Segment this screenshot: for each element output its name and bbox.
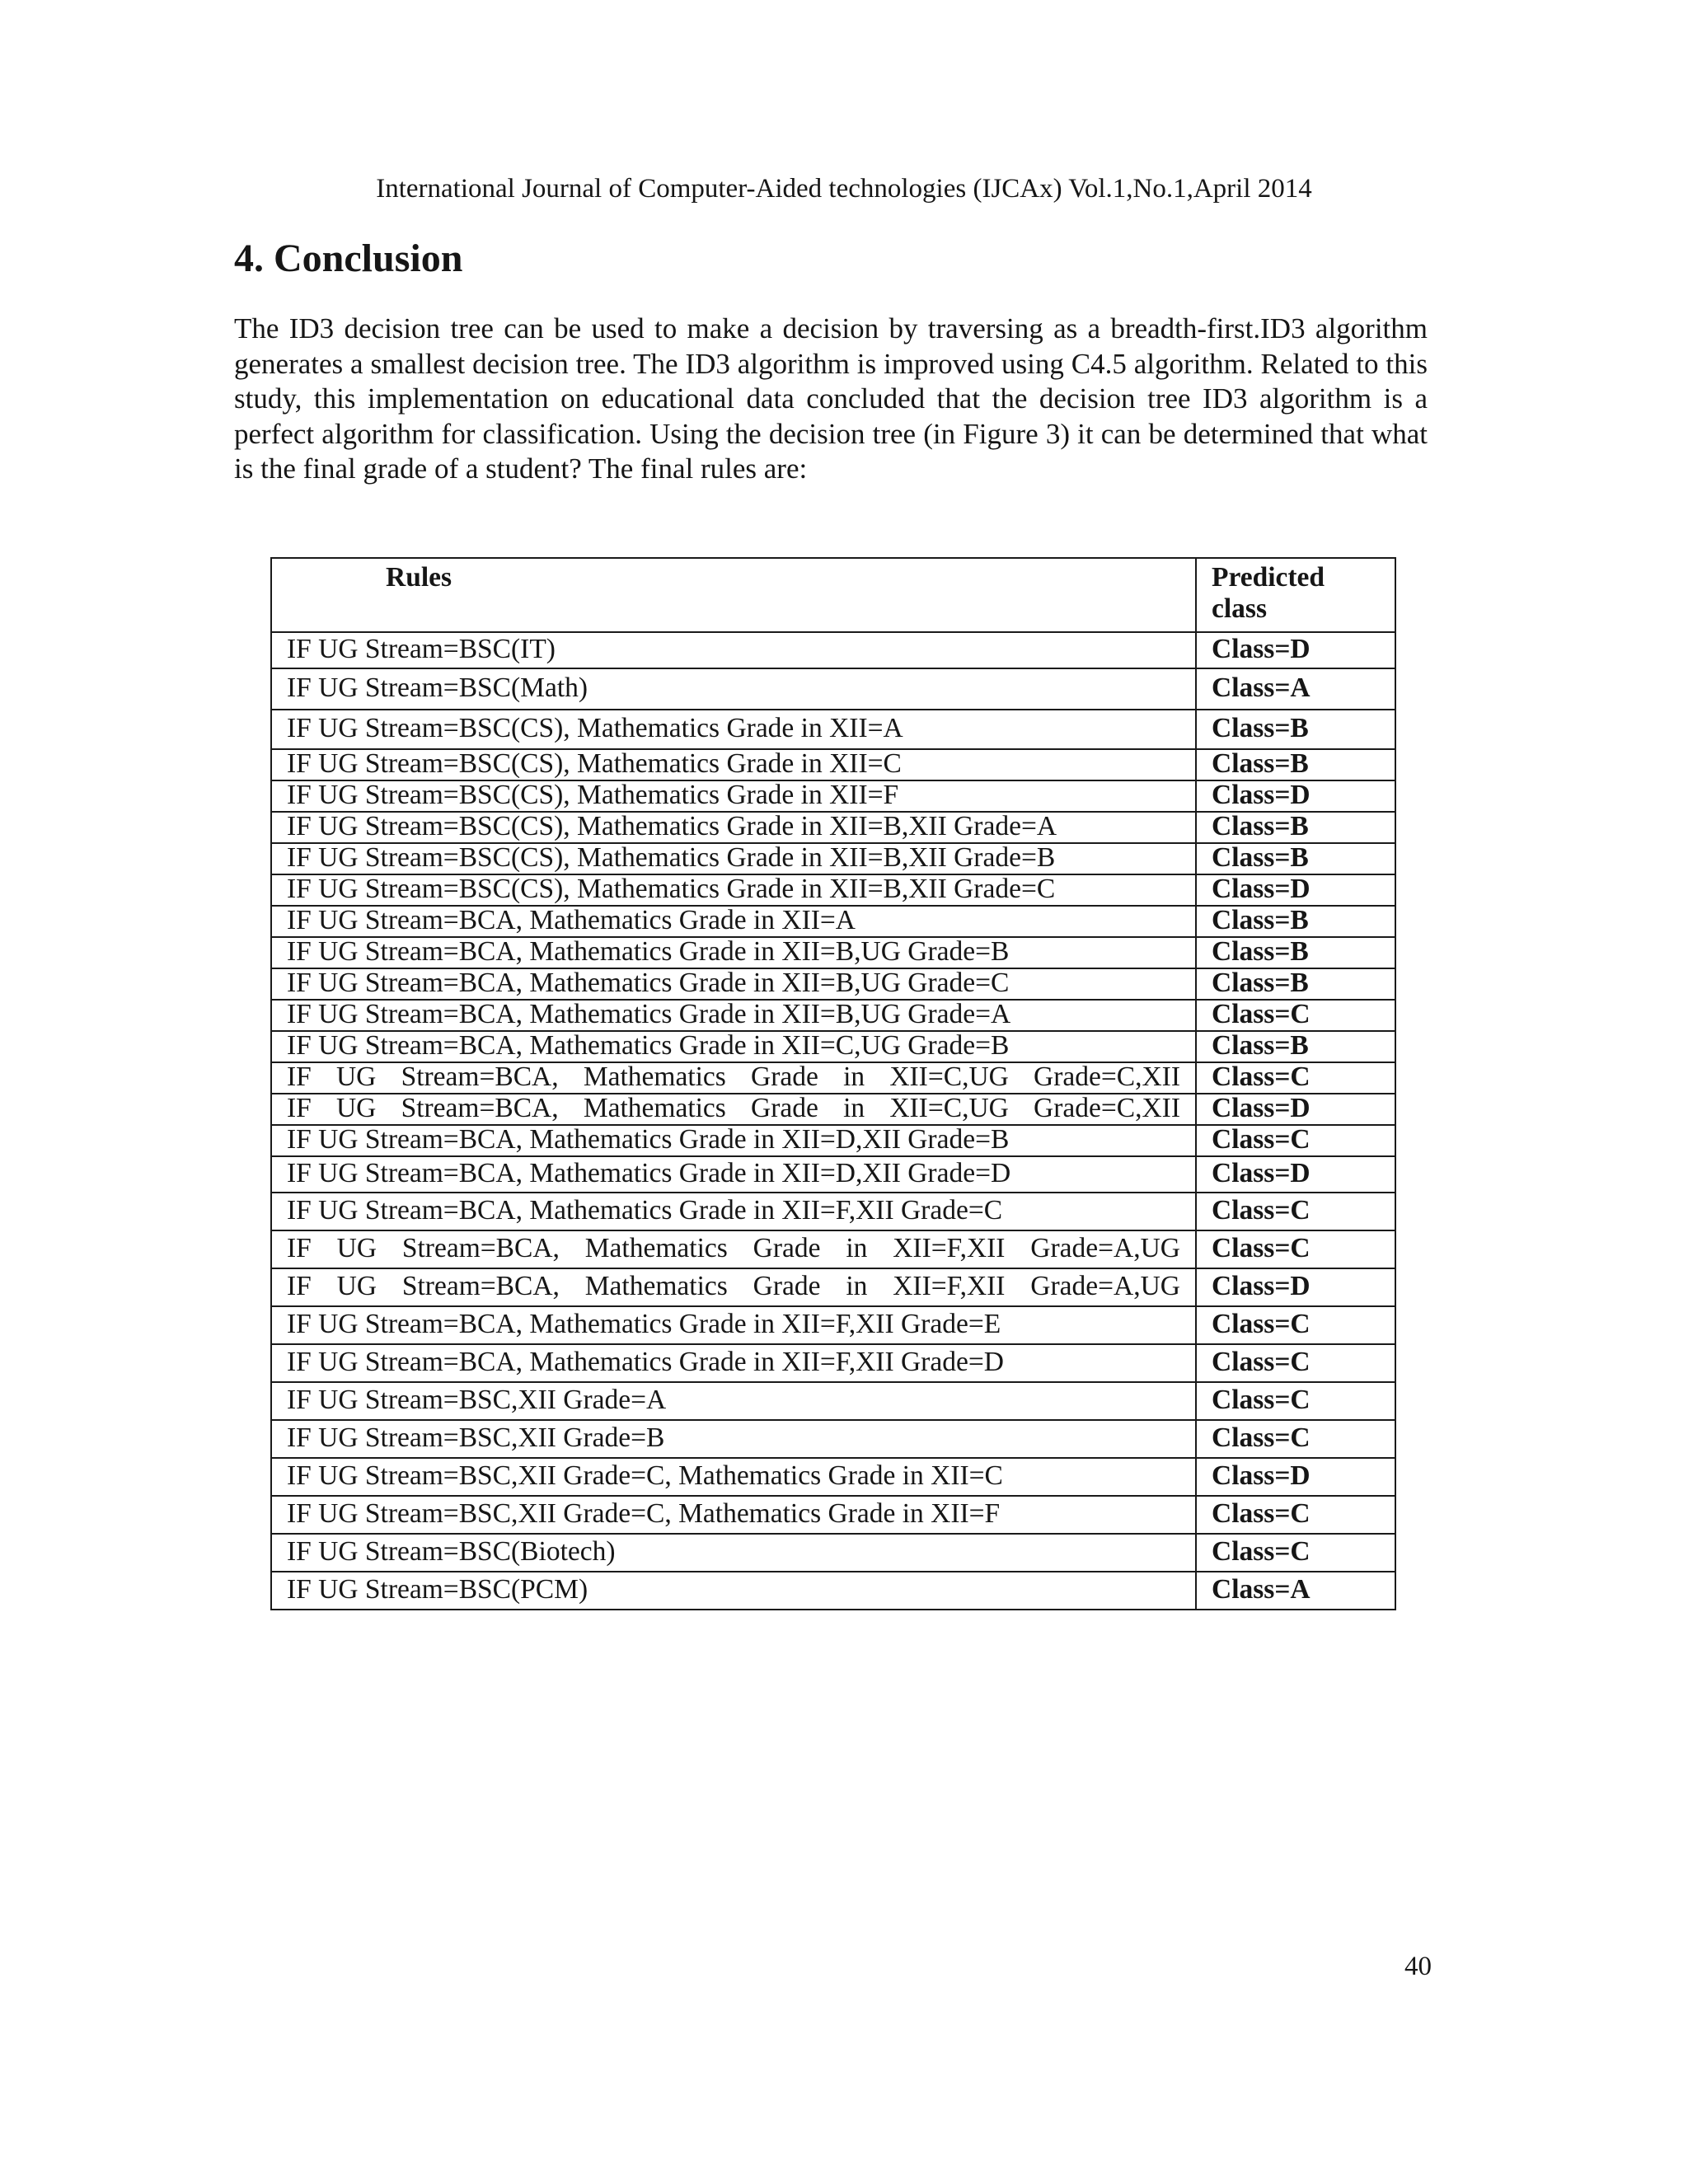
rule-cell: IF UG Stream=BSC(Biotech) (271, 1534, 1196, 1572)
table-row (271, 1062, 1395, 1094)
table-row (271, 1125, 1395, 1156)
rule-cell: IF UG Stream=BSC,XII Grade=C, Mathematics Grade in XII=C (271, 1458, 1196, 1496)
rule-cell: IF UG Stream=BSC(CS), Mathematics Grade in XII=B,XII Grade=C (271, 874, 1196, 906)
table-row (271, 1572, 1395, 1610)
predicted-class-cell: Class=C (1196, 1062, 1395, 1094)
table-row (271, 843, 1395, 874)
journal-running-header: International Journal of Computer-Aided technologies (IJCAx) Vol.1,No.1,April 2014 (376, 174, 1312, 204)
rule-cell: IF UG Stream=BSC(PCM) (271, 1572, 1196, 1610)
predicted-class-cell: Class=D (1196, 1156, 1395, 1193)
predicted-class-cell: Class=B (1196, 749, 1395, 780)
rule-cell: IF UG Stream=BCA, Mathematics Grade in XII=C,UG Grade=C,XII (271, 1094, 1196, 1125)
table-row (271, 1306, 1395, 1344)
predicted-class-cell: Class=A (1196, 668, 1395, 710)
table-row (271, 1031, 1395, 1062)
conclusion-paragraph: The ID3 decision tree can be used to make a decision by traversing as a breadth-first.ID3 algorithm generates a smallest decision tree. The ID3 algorithm is improved using C4.5 algorithm. Related to this study, this implementation on educational data concluded that the decision tree ID3 algorithm is a perfect algorithm for classification. Using the decision tree (in Figure 3) it can be determined that what is the final grade of a student? The final rules are: (234, 312, 1428, 485)
predicted-class-cell: Class=D (1196, 1458, 1395, 1496)
rule-cell: IF UG Stream=BCA, Mathematics Grade in XII=F,XII Grade=C (271, 1193, 1196, 1230)
predicted-class-cell: Class=C (1196, 1230, 1395, 1268)
section-heading: 4. Conclusion (234, 237, 463, 280)
rule-cell: IF UG Stream=BCA, Mathematics Grade in XII=B,UG Grade=C (271, 968, 1196, 1000)
rule-cell: IF UG Stream=BSC(IT) (271, 632, 1196, 668)
rule-cell: IF UG Stream=BCA, Mathematics Grade in XII=F,XII Grade=D (271, 1344, 1196, 1382)
rules-column-header: Rules (271, 558, 1196, 632)
page-number: 40 (1404, 1952, 1432, 1981)
predicted-class-cell: Class=A (1196, 1572, 1395, 1610)
table-header-row (271, 558, 1395, 632)
table-row (271, 1000, 1395, 1031)
table-row (271, 710, 1395, 749)
rule-cell: IF UG Stream=BSC,XII Grade=B (271, 1420, 1196, 1458)
predicted-class-cell: Class=C (1196, 1420, 1395, 1458)
table-row (271, 1458, 1395, 1496)
predicted-class-cell: Class=C (1196, 1125, 1395, 1156)
table-row (271, 968, 1395, 1000)
table-row (271, 780, 1395, 812)
rule-cell: IF UG Stream=BSC(Math) (271, 668, 1196, 710)
predicted-class-cell: Class=C (1196, 1344, 1395, 1382)
table-row (271, 812, 1395, 843)
rule-cell: IF UG Stream=BCA, Mathematics Grade in XII=B,UG Grade=A (271, 1000, 1196, 1031)
predicted-class-cell: Class=C (1196, 1000, 1395, 1031)
rule-cell: IF UG Stream=BCA, Mathematics Grade in XII=D,XII Grade=B (271, 1125, 1196, 1156)
table-row (271, 1156, 1395, 1193)
predicted-class-cell: Class=D (1196, 1094, 1395, 1125)
predicted-class-column-header: Predicted class (1196, 558, 1395, 632)
predicted-class-cell: Class=D (1196, 780, 1395, 812)
rule-cell: IF UG Stream=BSC(CS), Mathematics Grade in XII=C (271, 749, 1196, 780)
rule-cell: IF UG Stream=BSC(CS), Mathematics Grade in XII=B,XII Grade=B (271, 843, 1196, 874)
rule-cell: IF UG Stream=BSC,XII Grade=C, Mathematics Grade in XII=F (271, 1496, 1196, 1534)
predicted-class-cell: Class=D (1196, 1268, 1395, 1306)
rule-cell: IF UG Stream=BCA, Mathematics Grade in XII=C,UG Grade=B (271, 1031, 1196, 1062)
rules-table-body (271, 632, 1395, 1610)
rule-cell: IF UG Stream=BCA, Mathematics Grade in XII=F,XII Grade=E (271, 1306, 1196, 1344)
table-row (271, 1268, 1395, 1306)
rule-cell: IF UG Stream=BSC,XII Grade=A (271, 1382, 1196, 1420)
table-row (271, 668, 1395, 710)
rule-cell: IF UG Stream=BSC(CS), Mathematics Grade in XII=F (271, 780, 1196, 812)
rule-cell: IF UG Stream=BCA, Mathematics Grade in XII=F,XII Grade=A,UG (271, 1230, 1196, 1268)
rule-cell: IF UG Stream=BCA, Mathematics Grade in XII=C,UG Grade=C,XII (271, 1062, 1196, 1094)
table-row (271, 1420, 1395, 1458)
table-row (271, 749, 1395, 780)
rule-cell: IF UG Stream=BCA, Mathematics Grade in XII=A (271, 906, 1196, 937)
rule-cell: IF UG Stream=BCA, Mathematics Grade in XII=D,XII Grade=D (271, 1156, 1196, 1193)
predicted-class-cell: Class=C (1196, 1306, 1395, 1344)
table-row (271, 874, 1395, 906)
predicted-class-cell: Class=B (1196, 1031, 1395, 1062)
rules-table (270, 557, 1396, 1610)
table-row (271, 1534, 1395, 1572)
predicted-class-cell: Class=B (1196, 710, 1395, 749)
table-row (271, 1496, 1395, 1534)
predicted-class-cell: Class=B (1196, 937, 1395, 968)
predicted-class-cell: Class=B (1196, 906, 1395, 937)
table-row (271, 1230, 1395, 1268)
table-row (271, 1193, 1395, 1230)
table-row (271, 632, 1395, 668)
table-row (271, 1094, 1395, 1125)
rule-cell: IF UG Stream=BCA, Mathematics Grade in XII=F,XII Grade=A,UG (271, 1268, 1196, 1306)
rule-cell: IF UG Stream=BSC(CS), Mathematics Grade in XII=B,XII Grade=A (271, 812, 1196, 843)
table-row (271, 1382, 1395, 1420)
predicted-class-cell: Class=C (1196, 1193, 1395, 1230)
predicted-class-cell: Class=B (1196, 968, 1395, 1000)
rule-cell: IF UG Stream=BSC(CS), Mathematics Grade in XII=A (271, 710, 1196, 749)
table-row (271, 906, 1395, 937)
table-row (271, 937, 1395, 968)
predicted-class-cell: Class=D (1196, 632, 1395, 668)
predicted-class-cell: Class=B (1196, 812, 1395, 843)
predicted-class-cell: Class=D (1196, 874, 1395, 906)
predicted-class-cell: Class=C (1196, 1534, 1395, 1572)
table-row (271, 1344, 1395, 1382)
predicted-class-cell: Class=B (1196, 843, 1395, 874)
predicted-class-cell: Class=C (1196, 1382, 1395, 1420)
predicted-class-cell: Class=C (1196, 1496, 1395, 1534)
rule-cell: IF UG Stream=BCA, Mathematics Grade in XII=B,UG Grade=B (271, 937, 1196, 968)
